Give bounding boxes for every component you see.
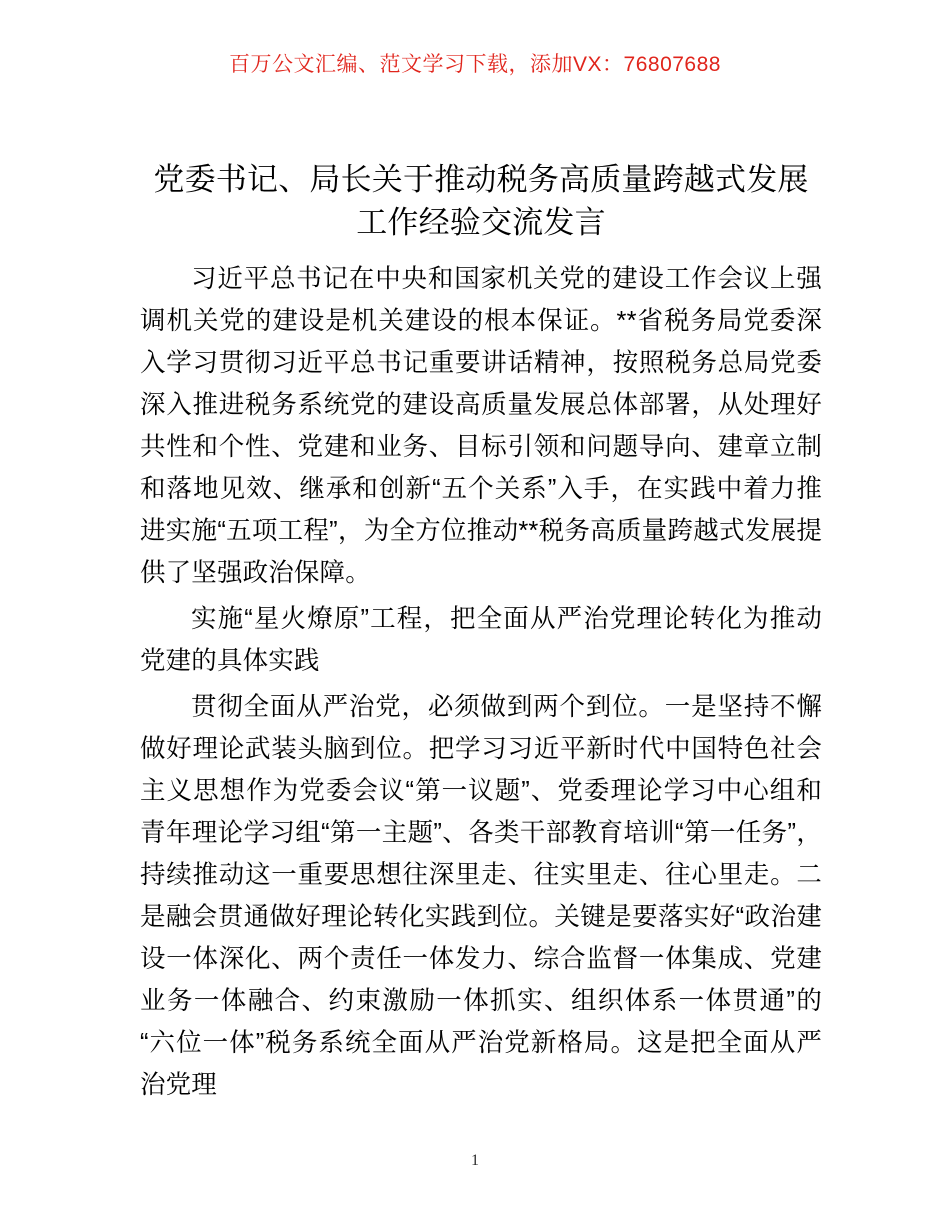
document-text-column [140, 158, 822, 1106]
document-title: 党委书记、局长关于推动税务高质量跨越式发展工作经验交流发言 [153, 162, 809, 240]
promo-banner-text: 百万公文汇编、范文学习下载，添加VX：76807688 [229, 53, 721, 76]
page-number: 1 [471, 1152, 479, 1169]
paragraph-section-heading-1: 实施“星火燎原”工程，把全面从严治党理论转化为推动党建的具体实践 [140, 605, 822, 675]
paragraph-body-1: 贯彻全面从严治党，必须做到两个到位。一是坚持不懈做好理论武装头脑到位。把学习习近平新时代中国特色社会主义思想作为党委会议“第一议题”、党委理论学习中心组和青年理论学习组“第一主题”、各类干部教育培训“第一任务”，持续推动这一重要思想往深里走、往实里走、往心里走。二是融会贯通做好理论转化实践到位。关键是要落实好“政治建设一体深化、两个责任一体发力、综合监督一体集成、党建业务一体融合、约束激励一体抓实、组织体系一体贯通”的“六位一体”税务系统全面从严治党新格局。这是把全面从严治党理 [140, 693, 822, 1099]
paragraph-intro: 习近平总书记在中央和国家机关党的建设工作会议上强调机关党的建设是机关建设的根本保证。**省税务局党委深入学习贯彻习近平总书记重要讲话精神，按照税务总局党委深入推进税务系统党的建设高质量发展总体部署，从处理好共性和个性、党建和业务、目标引领和问题导向、建章立制和落地见效、继承和创新“五个关系”入手，在实践中着力推进实施“五项工程”，为全方位推动**税务高质量跨越式发展提供了坚强政治保障。 [140, 265, 822, 587]
